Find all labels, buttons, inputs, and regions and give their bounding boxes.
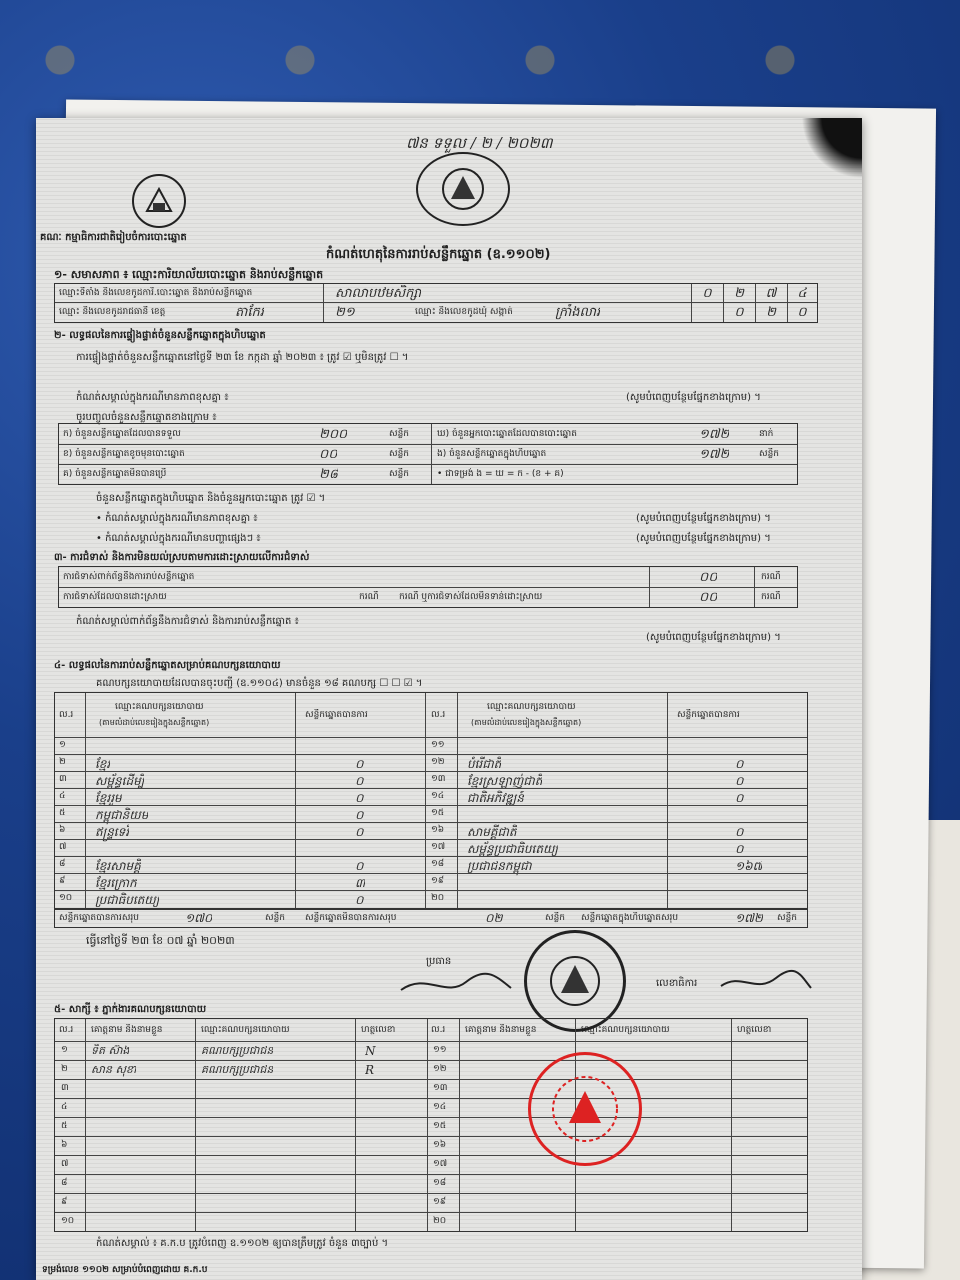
province-value: តាកែវ xyxy=(235,305,264,320)
witness-number: ២ xyxy=(61,1064,68,1074)
col-party: ឈ្មោះគណបក្សនយោបាយ xyxy=(115,702,204,712)
unresolved-value: ០០ xyxy=(699,590,718,605)
party-name: ខ្មែរ xyxy=(95,757,111,771)
party-number: ៩ xyxy=(59,876,66,886)
party-number: ៤ xyxy=(59,791,66,801)
col-no: ល.រ xyxy=(59,1025,74,1035)
witness-number: ១៥ xyxy=(433,1121,447,1131)
witness-name: ទិត ស៊ាង xyxy=(91,1044,130,1057)
party-votes: ០ xyxy=(355,859,364,873)
party-name: ខ្មែររួម xyxy=(95,791,122,805)
party-name: ខ្មែរសាមគ្គី xyxy=(95,859,141,873)
witness-name: សាន សុខា xyxy=(91,1063,137,1076)
party-votes: ០ xyxy=(355,791,364,805)
row-divider xyxy=(55,788,807,789)
col-votes: សន្លឹកឆ្នោតបានការ xyxy=(305,710,368,720)
party-name: សាមគ្គីជាតិ xyxy=(467,825,517,839)
count-formula: • ជាទម្រង់ ង = ឃ = ក - (ខ + គ) xyxy=(437,469,564,479)
row-divider xyxy=(55,1174,807,1175)
section3-heading: ៣- ការជំទាស់ និងការមិនយល់ស្របតាមការដោះស្រាយលើការជំទាស់ xyxy=(54,552,310,563)
col-party-sub: (តាមលំដាប់លេខរៀងក្នុងសន្លឹកឆ្នោត) xyxy=(471,718,582,727)
party-number: ១៤ xyxy=(431,791,445,801)
code-digit: ០ xyxy=(797,305,807,320)
witness-number: ១៦ xyxy=(433,1140,447,1150)
secretary-label: លេខាធិការ xyxy=(656,978,698,989)
witness-number: ៦ xyxy=(61,1140,68,1150)
bullet-1: • កំណត់សម្គាល់ក្នុងករណីមានភាពខុសគ្នា ៖ xyxy=(96,513,258,524)
count-a-value: ២០០ xyxy=(319,427,348,442)
row-divider xyxy=(55,771,807,772)
count-unit: សន្លឹក xyxy=(389,469,409,479)
witness-number: ១៤ xyxy=(433,1102,447,1112)
commission-name: គណៈ កម្មាធិការជាតិរៀបចំការបោះឆ្នោត xyxy=(40,232,187,243)
count-d-label: ឃ) ចំនួនអ្នកបោះឆ្នោតដែលបានបោះឆ្នោត xyxy=(437,429,577,439)
witness-number: ២០ xyxy=(433,1216,447,1226)
official-seal-top xyxy=(416,152,510,226)
count-unit: សន្លឹក xyxy=(759,449,779,459)
code-digit: ០ xyxy=(734,305,744,320)
party-number: ៦ xyxy=(59,825,66,835)
section2-note: កំណត់សម្គាល់ក្នុងករណីមានភាពខុសគ្នា ៖ xyxy=(76,392,229,403)
witness-number: ៩ xyxy=(61,1197,68,1207)
witness-number: ៨ xyxy=(61,1178,68,1188)
party-number: ១១ xyxy=(431,740,445,750)
footer-form-ref: ទម្រង់លេខ ១១០២ សម្រាប់បំពេញដោយ គ.ក.ប xyxy=(42,1265,208,1275)
unit: សន្លឹក xyxy=(265,913,285,923)
code-digit: ០ xyxy=(702,286,712,301)
col-sign: ហត្ថលេខា xyxy=(737,1025,772,1035)
row-divider xyxy=(55,1155,807,1156)
section1-heading: ១- សមាសភាព ៖ ឈ្មោះការិយាល័យបោះឆ្នោត និងរាប់សន្លឹកឆ្នោត xyxy=(54,268,324,281)
footer-note: កំណត់សម្គាល់ ៖ គ.ក.ប ត្រូវបំពេញ ឧ.១១០២ ឲ្យបានត្រឹមត្រូវ ចំនួន ៣ច្បាប់ ។ xyxy=(96,1238,389,1249)
party-votes: ៣ xyxy=(355,876,366,890)
count-e-label: ង) ចំនួនសន្លឹកឆ្នោតក្នុងហិបឆ្នោត xyxy=(437,449,547,459)
col-party: ឈ្មោះគណបក្សនយោបាយ xyxy=(581,1025,670,1035)
witness-signature: N xyxy=(365,1044,376,1058)
col-no: ល.រ xyxy=(431,1025,446,1035)
party-number: ៣ xyxy=(59,774,67,784)
shadow xyxy=(792,118,862,188)
witness-party: គណបក្សប្រជាជន xyxy=(201,1044,274,1057)
party-number: ១៣ xyxy=(431,774,446,784)
party-name: សម្ព័ន្ធដើម្បី xyxy=(95,774,145,788)
party-name: ប្រជាធិបតេយ្យ xyxy=(95,893,160,907)
resolved-unit: ករណី xyxy=(359,592,379,602)
col-no: ល.រ xyxy=(431,710,446,720)
nec-logo xyxy=(132,174,186,228)
section2-paragraph: ការផ្ទៀងផ្ទាត់ចំនួនសន្លឹកឆ្នោតនៅថ្ងៃទី ២៣ ខែ កក្កដា ឆ្នាំ ២០២៣ ៖ ត្រូវ ☑ ឬមិនត្រូវ ☐ ។ xyxy=(76,352,409,363)
row-divider xyxy=(55,1193,807,1194)
official-seal-middle xyxy=(524,930,626,1032)
party-number: ២០ xyxy=(431,893,445,903)
witness-table xyxy=(54,1018,808,1232)
party-number: ១ xyxy=(59,740,66,750)
count-unit: នាក់ xyxy=(759,429,774,439)
party-votes: ១៦៧ xyxy=(735,859,763,873)
witness-number: ១៧ xyxy=(433,1159,448,1169)
objection-label: ការជំទាស់ពាក់ព័ន្ធនឹងការរាប់សន្លឹកឆ្នោត xyxy=(63,572,195,582)
party-name: សម្ព័ន្ធប្រជាធិបតេយ្យ xyxy=(467,842,558,856)
total-valid: ១៧០ xyxy=(185,911,213,925)
row-divider xyxy=(55,1136,807,1137)
count-e-value: ១៧២ xyxy=(699,447,730,462)
section2-intro: ចូរបញ្ចូលចំនួនសន្លឹកឆ្នោតខាងក្រោម ៖ xyxy=(76,412,217,423)
row-divider xyxy=(55,1098,807,1099)
party-number: ១៩ xyxy=(431,876,445,886)
unresolved-label: ករណី ឬការជំទាស់ដែលមិនទាន់ដោះស្រាយ xyxy=(399,592,543,602)
witness-number: ៤ xyxy=(61,1102,68,1112)
red-official-seal xyxy=(528,1052,642,1166)
location-label: ឈ្មោះទីតាំង និងលេខកូដការិ.បោះឆ្នោត និងរាប់សន្លឹកឆ្នោត xyxy=(59,288,253,298)
party-name: ខ្មែរក្រោក xyxy=(95,876,137,890)
row-divider xyxy=(55,890,807,891)
party-number: ១៧ xyxy=(431,842,446,852)
total-valid-label: សន្លឹកឆ្នោតបានការសរុប xyxy=(59,913,139,923)
count-unit: សន្លឹក xyxy=(389,449,409,459)
row-divider xyxy=(55,1117,807,1118)
code-digit: ៤ xyxy=(797,286,807,301)
code-digit: ៧ xyxy=(765,286,777,301)
bullet-hint: (សូមបំពេញបន្ថែមផ្នែកខាងក្រោម) ។ xyxy=(636,513,771,524)
check-line: ចំនួនសន្លឹកឆ្នោតក្នុងហិបឆ្នោត និងចំនួនអ្នកបោះឆ្នោត ត្រូវ ☑ ។ xyxy=(96,493,326,504)
unit: សន្លឹក xyxy=(545,913,565,923)
witness-number: ១២ xyxy=(433,1064,447,1074)
party-number: ២ xyxy=(59,757,66,767)
row-divider xyxy=(55,754,807,755)
party-votes: ០ xyxy=(355,825,364,839)
col-no: ល.រ xyxy=(59,710,74,720)
bullet-2: • កំណត់សម្គាល់ក្នុងករណីមានបញ្ហាផ្សេងៗ ៖ xyxy=(96,533,261,544)
counts-table xyxy=(58,423,798,485)
row-divider xyxy=(55,839,807,840)
party-votes: ០ xyxy=(735,825,744,839)
handwritten-note: ៧ន ទទួល / ២ / ២០២៣ xyxy=(406,134,553,152)
count-b-value: ០០ xyxy=(319,447,338,462)
count-unit: សន្លឹក xyxy=(389,429,409,439)
chair-label: ប្រធាន xyxy=(426,956,452,967)
form-title: កំណត់ហេតុនៃការរាប់សន្លឹកឆ្នោត (ឧ.១១០២) xyxy=(326,247,551,262)
col-party: ឈ្មោះគណបក្សនយោបាយ xyxy=(201,1025,290,1035)
party-name: ជាតិអភិវឌ្ឍន៍ xyxy=(467,791,524,805)
section2-heading: ២- លទ្ធផលនៃការផ្ទៀងផ្ទាត់ចំនួនសន្លឹកឆ្នោតក្នុងហិបឆ្នោត xyxy=(54,330,266,341)
chair-signature xyxy=(396,970,516,1000)
party-votes: ០ xyxy=(355,893,364,907)
party-number: ១៥ xyxy=(431,808,445,818)
section2-hint: (សូមបំពេញបន្ថែមផ្នែកខាងក្រោម) ។ xyxy=(626,392,761,403)
party-number: ៨ xyxy=(59,859,66,869)
total-box: ១៧២ xyxy=(735,911,764,925)
row-divider xyxy=(55,856,807,857)
witness-number: ៥ xyxy=(61,1121,68,1131)
province-code: ២១ xyxy=(335,305,355,320)
code-digit: ២ xyxy=(766,305,776,320)
count-d-value: ១៧២ xyxy=(699,427,730,442)
resolved-label: ការជំទាស់ដែលបានដោះស្រាយ xyxy=(63,592,167,602)
province-label: ឈ្មោះ និងលេខកូដរាជធានី ខេត្ត xyxy=(59,307,166,317)
unresolved-unit: ករណី xyxy=(761,592,781,602)
party-name: កម្ពុជានិយម xyxy=(95,808,149,822)
col-party: ឈ្មោះគណបក្សនយោបាយ xyxy=(487,702,576,712)
party-number: ១០ xyxy=(59,893,73,903)
party-name: ឥន្ទ្រទេវី xyxy=(95,825,130,839)
section5-heading: ៥- សាក្សី ៖ ភ្នាក់ងារគណបក្សនយោបាយ xyxy=(54,1004,207,1015)
party-votes: ០ xyxy=(735,757,744,771)
total-invalid-label: សន្លឹកឆ្នោតមិនបានការសរុប xyxy=(305,913,397,923)
totals-row xyxy=(54,908,808,928)
commune-label: ឈ្មោះ និងលេខកូដឃុំ សង្កាត់ xyxy=(415,307,513,317)
count-c-value: ២៨ xyxy=(319,467,339,482)
section4-heading: ៤- លទ្ធផលនៃការរាប់សន្លឹកឆ្នោតសម្រាប់គណបក្សនយោបាយ xyxy=(54,660,281,671)
row-divider xyxy=(55,873,807,874)
witness-number: ១៩ xyxy=(433,1197,447,1207)
count-b-label: ខ) ចំនួនសន្លឹកឆ្នោតខូចមុនបោះឆ្នោត xyxy=(63,449,185,459)
witness-number: ១៣ xyxy=(433,1083,448,1093)
count-c-label: គ) ចំនួនសន្លឹកឆ្នោតមិនបានប្រើ xyxy=(63,469,167,479)
location-value: សាលាបឋមសិក្សា xyxy=(335,286,422,301)
witness-number: ១១ xyxy=(433,1045,447,1055)
col-votes: សន្លឹកឆ្នោតបានការ xyxy=(677,710,740,720)
ballot-count-form xyxy=(36,118,862,1280)
witness-number: ១០ xyxy=(61,1216,75,1226)
section3-note: កំណត់សម្គាល់ពាក់ព័ន្ធនឹងការជំទាស់ និងការរាប់សន្លឹកឆ្នោត ៖ xyxy=(76,616,299,627)
party-number: ១៨ xyxy=(431,859,445,869)
party-number: ៧ xyxy=(59,842,67,852)
party-votes: ០ xyxy=(735,774,744,788)
witness-number: ១ xyxy=(61,1045,68,1055)
objection-unit: ករណី xyxy=(761,572,781,582)
secretary-signature xyxy=(716,968,816,998)
witness-party: គណបក្សប្រជាជន xyxy=(201,1063,274,1076)
row-divider xyxy=(55,1060,807,1061)
row-divider xyxy=(55,805,807,806)
total-invalid: ០២ xyxy=(485,911,503,925)
col-party-sub: (តាមលំដាប់លេខរៀងក្នុងសន្លឹកឆ្នោត) xyxy=(99,718,210,727)
commune-value: ក្រាំងលាវ xyxy=(555,305,601,320)
col-sign: ហត្ថលេខា xyxy=(361,1025,396,1035)
party-votes: ០ xyxy=(355,808,364,822)
count-a-label: ក) ចំនួនសន្លឹកឆ្នោតដែលបានទទួល xyxy=(63,429,181,439)
party-number: ១២ xyxy=(431,757,445,767)
date-line: ធ្វើនៅថ្ងៃទី ២៣ ខែ ០៧ ឆ្នាំ ២០២៣ xyxy=(86,934,235,947)
section4-subline: គណបក្សនយោបាយដែលបានចុះបញ្ជី (ឧ.១១០៤) មានចំនួន ១៨ គណបក្ស ☐ ☐ ☑ ។ xyxy=(96,678,423,689)
col-name: គោត្តនាម និងនាមខ្លួន xyxy=(91,1025,163,1035)
witness-number: ១៨ xyxy=(433,1178,447,1188)
party-name: ប្រជាជនកម្ពុជា xyxy=(467,859,532,873)
section1-table xyxy=(54,283,818,323)
section3-hint: (សូមបំពេញបន្ថែមផ្នែកខាងក្រោម) ។ xyxy=(646,632,781,643)
objections-table xyxy=(58,566,798,608)
row-divider xyxy=(55,1079,807,1080)
party-votes: ០ xyxy=(735,791,744,805)
row-divider xyxy=(55,1212,807,1213)
party-votes: ០ xyxy=(355,757,364,771)
party-votes: ០ xyxy=(355,774,364,788)
party-votes: ០ xyxy=(735,842,744,856)
witness-number: ៧ xyxy=(61,1159,69,1169)
party-number: ៥ xyxy=(59,808,66,818)
party-results-table xyxy=(54,692,808,910)
code-digit: ២ xyxy=(734,286,744,301)
row-divider xyxy=(55,822,807,823)
witness-signature: R xyxy=(365,1063,375,1077)
witness-number: ៣ xyxy=(61,1083,69,1093)
total-box-label: សន្លឹកឆ្នោតក្នុងហិបឆ្នោតសរុប xyxy=(581,913,679,923)
objection-value: ០០ xyxy=(699,570,718,585)
party-name: បំរើជាតិ xyxy=(467,757,502,771)
party-name: ខ្មែរស្រឡាញ់ជាតិ xyxy=(467,774,543,788)
party-number: ១៦ xyxy=(431,825,445,835)
col-name: គោត្តនាម និងនាមខ្លួន xyxy=(465,1025,537,1035)
unit: សន្លឹក xyxy=(777,913,797,923)
bullet-hint: (សូមបំពេញបន្ថែមផ្នែកខាងក្រោម) ។ xyxy=(636,533,771,544)
